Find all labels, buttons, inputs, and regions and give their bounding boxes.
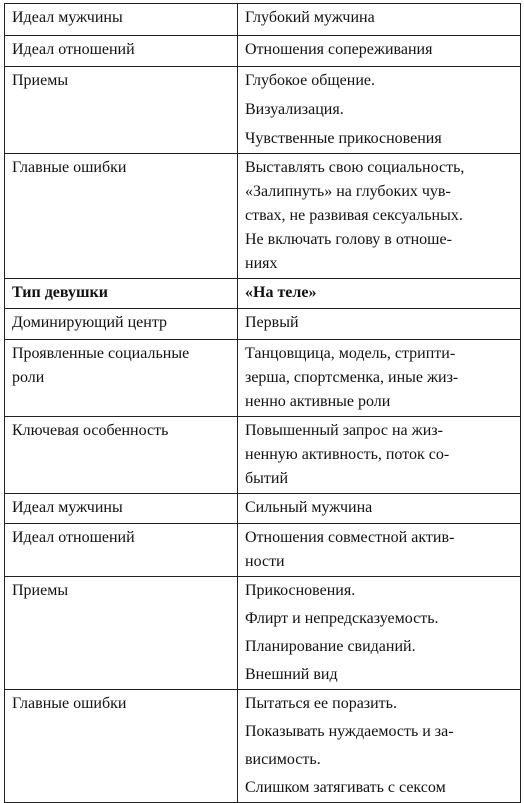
row-value-cell [238, 417, 521, 494]
row-value-line: Повышенный запрос на жиз- [245, 422, 443, 439]
table-row [5, 340, 521, 417]
row-label-cell [5, 36, 238, 67]
row-label: Тип девушки [12, 284, 108, 301]
row-value-line: Планирование свиданий. [245, 638, 416, 655]
row-value-line: Внешний вид [245, 666, 338, 683]
row-label: Главные ошибки [12, 695, 127, 712]
row-label: Главные ошибки [12, 159, 127, 176]
row-value-cell [238, 154, 521, 279]
row-label: Ключевая особенность [12, 422, 169, 439]
comparison-table [4, 3, 521, 803]
row-label: Доминирующий центр [12, 314, 168, 331]
row-value-line: Первый [245, 314, 299, 331]
row-label-cell [5, 340, 238, 417]
row-value-cell [238, 494, 521, 524]
table-row [5, 309, 521, 340]
row-value-cell [238, 36, 521, 67]
row-value-line: ниях [245, 255, 278, 272]
row-label: роли [12, 369, 45, 386]
row-label-cell [5, 309, 238, 340]
table-row [5, 154, 521, 279]
row-label-cell [5, 690, 238, 803]
row-label-cell [5, 417, 238, 494]
row-value-line: ности [245, 553, 285, 570]
row-value-line: висимость. [245, 751, 321, 768]
table-body [5, 4, 521, 803]
row-label-cell [5, 67, 238, 154]
row-value-cell [238, 340, 521, 417]
table-row [5, 36, 521, 67]
row-value-line: ненную активность, поток со- [245, 446, 450, 463]
row-label: Идеал мужчины [12, 9, 123, 26]
row-value-line: Глубокое общение. [245, 72, 376, 89]
row-value-line: Чувственные прикосновения [245, 130, 442, 147]
table-row [5, 67, 521, 154]
table-row [5, 494, 521, 524]
row-value-cell [238, 577, 521, 690]
row-label-cell [5, 524, 238, 577]
row-value-line: Не включать голову в отноше- [245, 231, 452, 248]
row-value-line: Флирт и непредсказуемость. [245, 610, 439, 627]
row-value-line: «Залипнуть» на глубоких чув- [245, 183, 451, 200]
row-label: Идеал отношений [12, 41, 135, 58]
table-row [5, 417, 521, 494]
row-value-line: «На теле» [245, 284, 317, 301]
row-value-line: Отношения сопереживания [245, 41, 433, 58]
row-value-line: Танцовщица, модель, стрипти- [245, 345, 456, 362]
row-value-cell [238, 4, 521, 36]
row-value-cell [238, 67, 521, 154]
table-row [5, 524, 521, 577]
row-value-line: бытий [245, 470, 289, 487]
row-label: Идеал мужчины [12, 499, 123, 516]
row-value-line: Глубокий мужчина [245, 9, 375, 26]
row-label-cell [5, 494, 238, 524]
row-label: Идеал отношений [12, 529, 135, 546]
row-value-cell [238, 690, 521, 803]
row-label-cell [5, 4, 238, 36]
row-label: Проявленные социальные [12, 345, 190, 362]
row-label: Приемы [12, 72, 69, 89]
row-value-line: Прикосновения. [245, 582, 356, 599]
row-label-cell [5, 577, 238, 690]
row-value-line: Показывать нуждаемость и за- [245, 723, 454, 740]
row-value-cell [238, 279, 521, 309]
row-value-line: Сильный мужчина [245, 499, 373, 516]
row-value-line: Слишком затягивать с сексом [245, 779, 446, 796]
row-value-cell [238, 309, 521, 340]
row-value-line: Выставлять свою социальность, [245, 159, 465, 176]
row-label-cell [5, 154, 238, 279]
row-label: Приемы [12, 582, 69, 599]
row-value-line: зерша, спортсменка, иные жиз- [245, 369, 459, 386]
table-row [5, 690, 521, 803]
row-value-line: Визуализация. [245, 101, 344, 118]
row-label-cell [5, 279, 238, 309]
row-value-line: Отношения совместной актив- [245, 529, 455, 546]
table-row [5, 577, 521, 690]
row-value-cell [238, 524, 521, 577]
table-row [5, 279, 521, 309]
row-value-line: ненно активные роли [245, 393, 391, 410]
row-value-line: ствах, не развивая сексуальных. [245, 207, 463, 224]
row-value-line: Пытаться ее поразить. [245, 695, 397, 712]
table-row [5, 4, 521, 36]
